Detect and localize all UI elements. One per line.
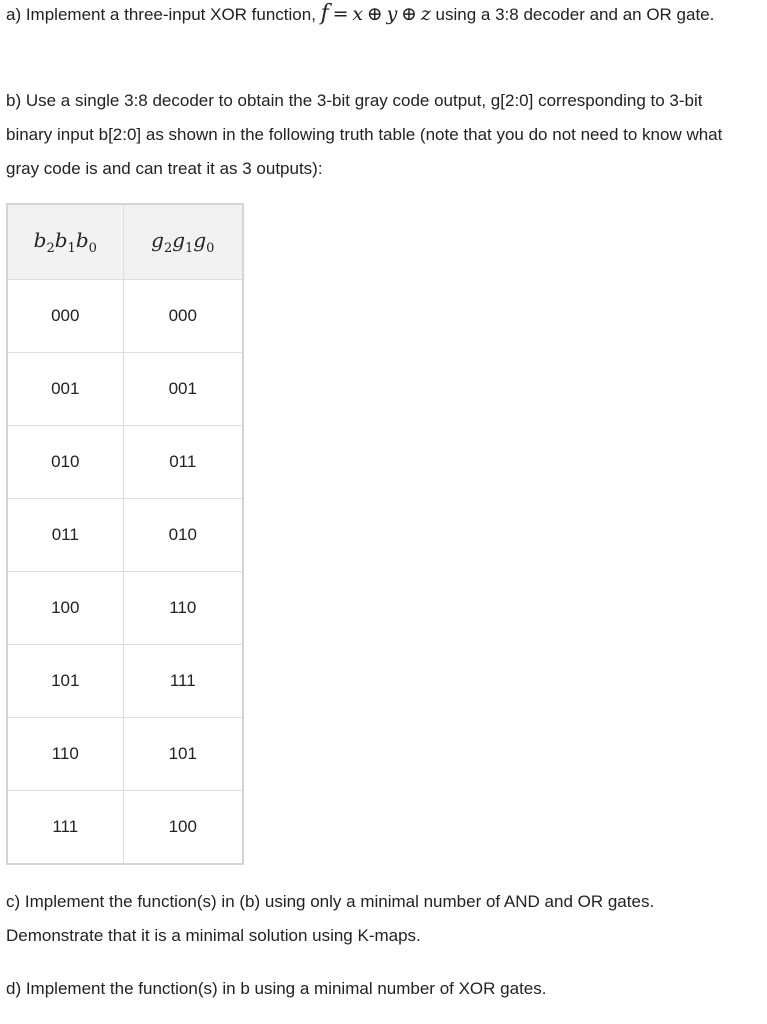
binary-input-cell: 001 <box>7 353 123 426</box>
question-c: c) Implement the function(s) in (b) using only a minimal number of AND and OR gates. Demonstrate that it is a minimal solution using K-maps. <box>6 892 655 945</box>
gray-output-cell: 010 <box>123 499 243 572</box>
table-row <box>7 353 243 426</box>
formula-f: f <box>320 1 329 26</box>
question-d: d) Implement the function(s) in b using a minimal number of XOR gates. <box>6 979 547 998</box>
binary-input-cell: 101 <box>7 645 123 718</box>
header-subscript: 0 <box>88 241 97 256</box>
header-subscript: 0 <box>206 241 215 256</box>
binary-input-cell: 000 <box>7 280 123 353</box>
table-row <box>7 645 243 718</box>
formula-z: z <box>420 3 431 25</box>
table-row <box>7 718 243 791</box>
header-subscript: 1 <box>185 241 194 256</box>
header-subscript: 1 <box>67 241 76 256</box>
binary-input-cell: 010 <box>7 426 123 499</box>
header-gray-output <box>123 204 243 280</box>
header-letter: b <box>75 228 89 252</box>
truth-table-header-row <box>7 204 243 280</box>
question-a-text-start: a) Implement a three-input XOR function, <box>6 5 321 24</box>
header-letter: b <box>54 228 68 252</box>
table-row <box>7 280 243 353</box>
binary-input-cell: 111 <box>7 791 123 865</box>
header-letter: b <box>33 228 47 252</box>
formula-xor-1: ⊕ <box>366 3 383 25</box>
binary-input-cell: 011 <box>7 499 123 572</box>
gray-output-cell: 000 <box>123 280 243 353</box>
gray-output-cell: 101 <box>123 718 243 791</box>
question-b: b) Use a single 3:8 decoder to obtain the 3-bit gray code output, g[2:0] corresponding to 3-bit binary input b[2:0] as shown in the following truth table (note that you do not need to know what gray code is and can treat it as 3 outputs): <box>6 91 723 178</box>
question-a-text-end: using a 3:8 decoder and an OR gate. <box>430 5 715 24</box>
gray-output-cell: 100 <box>123 791 243 865</box>
binary-input-cell: 110 <box>7 718 123 791</box>
table-row <box>7 426 243 499</box>
formula-xor-2: ⊕ <box>401 3 418 25</box>
header-letter: g <box>151 228 164 252</box>
table-row <box>7 572 243 645</box>
header-subscript: 2 <box>163 241 173 256</box>
table-row <box>7 499 243 572</box>
truth-table <box>6 203 244 865</box>
xor-formula <box>321 3 431 25</box>
question-a <box>6 0 746 32</box>
formula-x: x <box>352 3 364 25</box>
header-letter: g <box>193 228 207 252</box>
gray-output-cell: 111 <box>123 645 243 718</box>
header-binary-input <box>7 204 123 280</box>
gray-output-cell: 110 <box>123 572 243 645</box>
gray-output-cell: 011 <box>123 426 243 499</box>
formula-y: y <box>386 3 398 25</box>
truth-table-body <box>7 280 243 865</box>
formula-equals: = <box>332 3 349 25</box>
table-row <box>7 791 243 865</box>
binary-input-cell: 100 <box>7 572 123 645</box>
gray-output-cell: 001 <box>123 353 243 426</box>
header-subscript: 2 <box>46 241 55 256</box>
header-letter: g <box>172 228 186 252</box>
